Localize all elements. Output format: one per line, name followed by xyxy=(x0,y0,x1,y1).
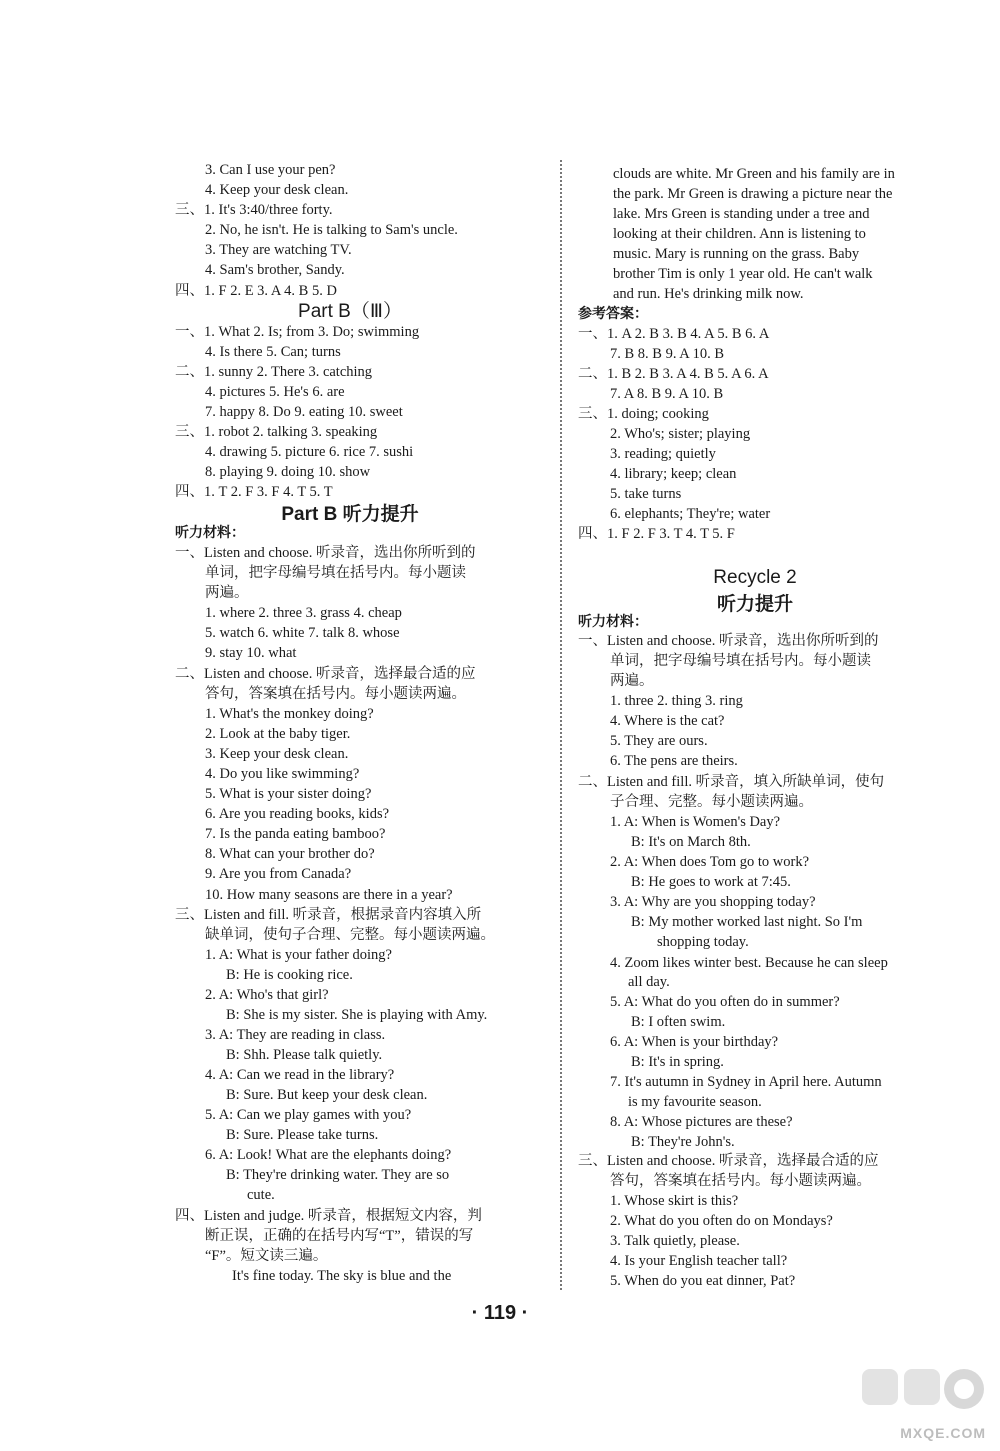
text-line: 四、Listen and judge. 听录音，根据短文内容，判 xyxy=(175,1208,482,1224)
text-line: 单词，把字母编号填在括号内。每小题读 xyxy=(610,653,871,669)
text-line: 三、Listen and choose. 听录音，选择最合适的应 xyxy=(578,1153,879,1169)
text-line: 断正误，正确的在括号内写“T”，错误的写 xyxy=(205,1228,474,1244)
text-line: 四、1. F 2. E 3. A 4. B 5. D xyxy=(175,283,337,299)
text-line: lake. Mrs Green is standing under a tree and xyxy=(613,206,870,222)
text-line: 二、1. B 2. B 3. A 4. B 5. A 6. A xyxy=(578,366,769,382)
text-line: 5. What is your sister doing? xyxy=(205,786,372,802)
text-line: 7. It's autumn in Sydney in April here. Autumn xyxy=(610,1074,882,1090)
text-line: 2. Who's; sister; playing xyxy=(610,426,751,442)
text-line: 3. Talk quietly, please. xyxy=(610,1233,740,1249)
text-line: 答句，答案填在括号内。每小题读两遍。 xyxy=(205,686,466,702)
text-line: 5. A: Can we play games with you? xyxy=(205,1107,412,1123)
text-line: 8. A: Whose pictures are these? xyxy=(610,1114,793,1130)
text-line: 1. three 2. thing 3. ring xyxy=(610,693,743,709)
text-line: 2. A: Who's that girl? xyxy=(205,987,329,1003)
text-line: 答句，答案填在括号内。每小题读两遍。 xyxy=(610,1173,871,1189)
text-line: 7. B 8. B 9. A 10. B xyxy=(610,346,725,362)
text-line: 3. A: They are reading in class. xyxy=(205,1027,386,1043)
text-line: 二、1. sunny 2. There 3. catching xyxy=(175,364,373,380)
text-line: 单词，把字母编号填在括号内。每小题读 xyxy=(205,565,466,581)
text-line: 4. A: Can we read in the library? xyxy=(205,1067,395,1083)
text-line: 三、1. It's 3:40/three forty. xyxy=(175,202,333,218)
text-line: 4. Is your English teacher tall? xyxy=(610,1253,788,1269)
text-line: 三、1. doing; cooking xyxy=(578,406,709,422)
text-line: 5. watch 6. white 7. talk 8. whose xyxy=(205,625,400,641)
text-line: clouds are white. Mr Green and his family are in xyxy=(613,166,895,182)
text-line: 6. A: When is your birthday? xyxy=(610,1034,779,1050)
text-line: 2. No, he isn't. He is talking to Sam's uncle. xyxy=(205,222,458,238)
text-line: 2. Look at the baby tiger. xyxy=(205,726,351,742)
text-line: cute. xyxy=(247,1187,275,1203)
text-line: 4. Where is the cat? xyxy=(610,713,725,729)
text-line: 子合理、完整。每小题读两遍。 xyxy=(610,794,813,810)
text-line: 一、Listen and choose. 听录音，选出你所听到的 xyxy=(578,633,879,649)
text-line: B: She is my sister. She is playing with Amy. xyxy=(226,1007,488,1023)
text-line: 4. pictures 5. He's 6. are xyxy=(205,384,345,400)
text-line: B: Sure. Please take turns. xyxy=(226,1127,379,1143)
text-line: 一、1. What 2. Is; from 3. Do; swimming xyxy=(175,324,420,340)
text-line: 4. drawing 5. picture 6. rice 7. sushi xyxy=(205,444,414,460)
text-line: 5. When do you eat dinner, Pat? xyxy=(610,1273,796,1289)
text-line: 8. What can your brother do? xyxy=(205,846,375,862)
text-line: 6. elephants; They're; water xyxy=(610,506,771,522)
text-line: 二、Listen and choose. 听录音，选择最合适的应 xyxy=(175,666,476,682)
text-line: 4. Zoom likes winter best. Because he can sleep xyxy=(610,955,888,971)
page-number: · 119 · xyxy=(471,1302,529,1324)
section-heading: Recycle 2 xyxy=(713,567,797,588)
text-line: 8. playing 9. doing 10. show xyxy=(205,464,371,480)
section-heading: 听力提升 xyxy=(716,594,793,615)
text-line: 2. A: When does Tom go to work? xyxy=(610,854,810,870)
text-line: 4. Do you like swimming? xyxy=(205,766,360,782)
text-line: B: They're John's. xyxy=(631,1134,735,1150)
text-line: 缺单词，使句子合理、完整。每小题读两遍。 xyxy=(205,927,495,943)
subheading: 参考答案： xyxy=(578,306,648,322)
text-line: 3. Can I use your pen? xyxy=(205,162,336,178)
text-line: 6. A: Look! What are the elephants doing? xyxy=(205,1147,452,1163)
text-line: 一、1. A 2. B 3. B 4. A 5. B 6. A xyxy=(578,326,770,342)
text-line: 4. library; keep; clean xyxy=(610,466,737,482)
text-line: 四、1. F 2. F 3. T 4. T 5. F xyxy=(578,526,735,542)
text-line: 9. Are you from Canada? xyxy=(205,866,352,882)
section-heading: Part B 听力提升 xyxy=(281,504,419,525)
subheading: 听力材料： xyxy=(578,614,648,630)
text-line: “F”。短文读三遍。 xyxy=(205,1248,328,1264)
text-line: 7. A 8. B 9. A 10. B xyxy=(610,386,724,402)
text-line: 5. take turns xyxy=(610,486,682,502)
subheading: 听力材料： xyxy=(175,525,245,541)
text-line: B: I often swim. xyxy=(631,1014,726,1030)
text-line: 一、Listen and choose. 听录音，选出你所听到的 xyxy=(175,545,476,561)
text-line: 三、Listen and fill. 听录音，根据录音内容填入所 xyxy=(175,907,482,923)
text-line: all day. xyxy=(628,974,670,990)
text-line: B: He goes to work at 7:45. xyxy=(631,874,791,890)
text-line: 2. What do you often do on Mondays? xyxy=(610,1213,833,1229)
text-line: 1. What's the monkey doing? xyxy=(205,706,374,722)
text-line: 1. A: What is your father doing? xyxy=(205,947,392,963)
text-line: B: My mother worked last night. So I'm xyxy=(631,914,863,930)
text-line: 5. A: What do you often do in summer? xyxy=(610,994,840,1010)
text-line: 1. where 2. three 3. grass 4. cheap xyxy=(205,605,402,621)
text-line: 10. How many seasons are there in a year? xyxy=(205,887,453,903)
text-line: 四、1. T 2. F 3. F 4. T 5. T xyxy=(175,484,333,500)
text-line: 9. stay 10. what xyxy=(205,645,297,661)
column-divider xyxy=(560,160,562,1290)
text-line: It's fine today. The sky is blue and the xyxy=(232,1268,452,1284)
text-line: and run. He's drinking milk now. xyxy=(613,286,804,302)
text-line: 4. Sam's brother, Sandy. xyxy=(205,262,345,278)
text-line: 7. Is the panda eating bamboo? xyxy=(205,826,386,842)
text-line: B: He is cooking rice. xyxy=(226,967,353,983)
text-line: 6. Are you reading books, kids? xyxy=(205,806,390,822)
text-line: 三、1. robot 2. talking 3. speaking xyxy=(175,424,378,440)
text-line: shopping today. xyxy=(657,934,749,950)
text-line: 3. They are watching TV. xyxy=(205,242,352,258)
section-heading: Part B（Ⅲ） xyxy=(298,301,402,322)
text-line: 6. The pens are theirs. xyxy=(610,753,738,769)
text-line: 3. Keep your desk clean. xyxy=(205,746,349,762)
text-line: looking at their children. Ann is listening to xyxy=(613,226,866,242)
text-line: brother Tim is only 1 year old. He can't walk xyxy=(613,266,873,282)
text-line: 5. They are ours. xyxy=(610,733,708,749)
text-line: B: They're drinking water. They are so xyxy=(226,1167,450,1183)
text-line: 两遍。 xyxy=(610,673,654,689)
text-line: music. Mary is running on the grass. Baby xyxy=(613,246,860,262)
text-line: 两遍。 xyxy=(205,585,249,601)
watermark-text: MXQE.COM xyxy=(900,1425,986,1441)
text-line: 二、Listen and fill. 听录音，填入所缺单词，使句 xyxy=(578,774,885,790)
text-line: 1. Whose skirt is this? xyxy=(610,1193,739,1209)
text-line: 4. Is there 5. Can; turns xyxy=(205,344,341,360)
text-line: 1. A: When is Women's Day? xyxy=(610,814,781,830)
text-line: 3. A: Why are you shopping today? xyxy=(610,894,816,910)
text-line: B: Sure. But keep your desk clean. xyxy=(226,1087,428,1103)
text-line: B: It's on March 8th. xyxy=(631,834,751,850)
text-line: the park. Mr Green is drawing a picture near the xyxy=(613,186,893,202)
text-line: B: It's in spring. xyxy=(631,1054,724,1070)
text-line: is my favourite season. xyxy=(628,1094,762,1110)
text-line: B: Shh. Please talk quietly. xyxy=(226,1047,383,1063)
text-line: 4. Keep your desk clean. xyxy=(205,182,349,198)
text-line: 7. happy 8. Do 9. eating 10. sweet xyxy=(205,404,403,420)
text-line: 3. reading; quietly xyxy=(610,446,716,462)
